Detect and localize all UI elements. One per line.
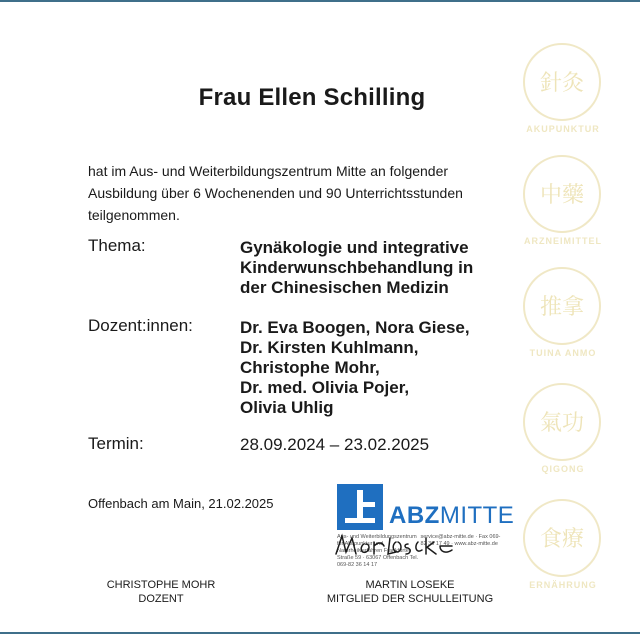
signature-left <box>86 578 236 606</box>
seal-acupuncture <box>508 40 618 140</box>
seal-caption: ERNÄHRUNG <box>529 580 597 590</box>
signer-name: MARTIN LOSEKE <box>365 579 455 591</box>
thema-line: Gynäkologie und integrative <box>240 238 469 257</box>
handwritten-signature <box>330 528 470 568</box>
logo-contact-left: Aus- und Weiterbildungszentrum für Akupunktur und Naturheilverfahren Frankfurter Straße 59 · 63067 Offenbach Tel. 069-82 36 14 17 <box>337 534 419 568</box>
seal-qigong <box>508 380 618 480</box>
dozent-value <box>240 318 470 418</box>
abz-logo-wordmark <box>389 502 514 530</box>
seal-caption: QIGONG <box>541 464 585 474</box>
seal-caption: ARZNEIMITTEL <box>524 236 602 246</box>
termin-value: 28.09.2024 – 23.02.2025 <box>240 435 430 454</box>
top-border <box>0 0 640 2</box>
signature-right <box>300 578 520 606</box>
seal-glyph: 針灸 <box>539 71 584 96</box>
intro-text: hat im Aus- und Weiterbildungszentrum Mitte an folgender Ausbildung über 6 Wochenenden und 90 Unterrichtsstunden teilgenommen. <box>88 163 463 223</box>
seal-caption: TUINA ANMO <box>529 348 597 358</box>
termin-label: Termin: <box>88 434 144 453</box>
signer-role: DOZENT <box>138 593 184 605</box>
seal-nutrition <box>508 496 618 596</box>
seal-glyph: 氣功 <box>539 411 584 436</box>
recipient-name: Frau Ellen Schilling <box>198 84 426 111</box>
seal-caption: AKUPUNKTUR <box>526 124 600 134</box>
dozent-line: Dr. Kirsten Kuhlmann, <box>240 338 419 357</box>
seal-herbs <box>508 152 618 252</box>
seal-tuina <box>508 264 618 364</box>
thema-line: der Chinesischen Medizin <box>240 278 449 297</box>
dozent-line: Dr. Eva Boogen, Nora Giese, <box>240 318 470 337</box>
dozent-label: Dozent:innen: <box>88 316 193 335</box>
dozent-line: Olivia Uhlig <box>240 398 334 417</box>
logo-brand-light: MITTE <box>439 502 515 529</box>
thema-line: Kinderwunschbehandlung in <box>240 258 474 277</box>
signer-role: MITGLIED DER SCHULLEITUNG <box>326 593 494 605</box>
thema-label: Thema: <box>88 236 146 255</box>
dozent-line: Christophe Mohr, <box>240 358 380 377</box>
thema-value <box>240 238 473 298</box>
seal-glyph: 中藥 <box>539 183 584 208</box>
signer-name: CHRISTOPHE MOHR <box>106 579 216 591</box>
place-date: Offenbach am Main, 21.02.2025 <box>88 496 274 511</box>
logo-brand-bold: ABZ <box>389 502 440 529</box>
dozent-line: Dr. med. Olivia Pojer, <box>240 378 410 397</box>
seal-glyph: 食療 <box>539 527 584 552</box>
seal-glyph: 推拿 <box>539 295 584 320</box>
abz-logo-icon <box>337 484 383 530</box>
logo-contact-right: service@abz-mitte.de · Fax 069-82 36 17 49 · www.abz-mitte.de <box>420 534 501 547</box>
bottom-border <box>0 632 640 634</box>
